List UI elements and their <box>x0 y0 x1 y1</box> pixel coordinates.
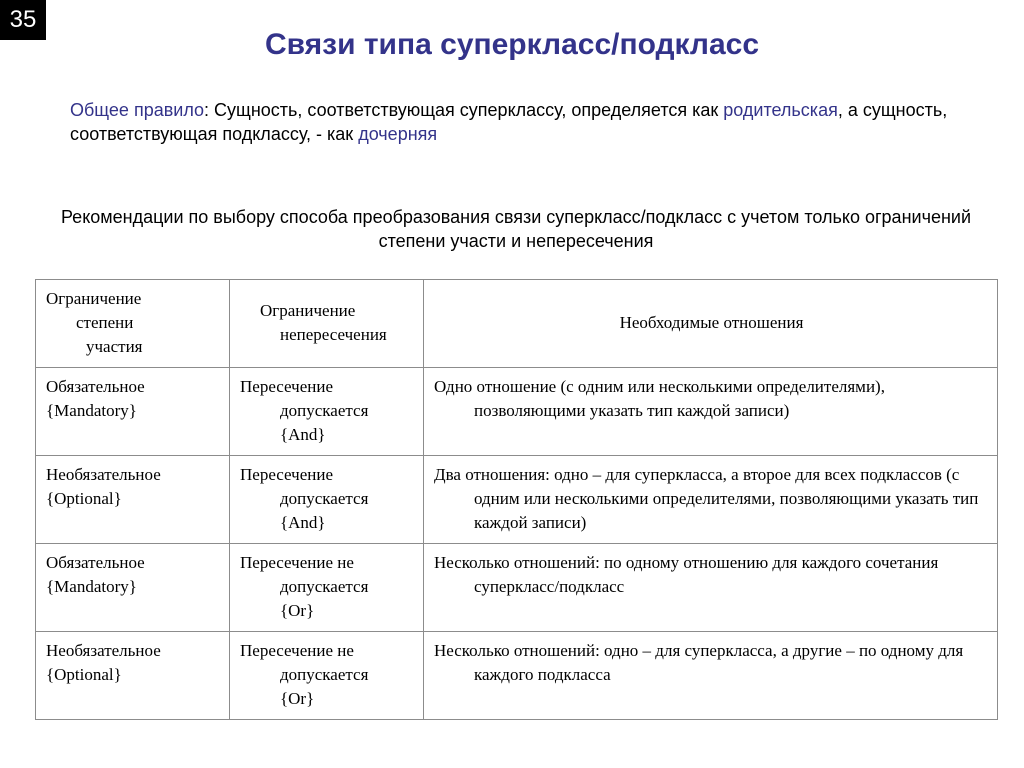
relations-text: Несколько отношений: одно – для суперкласса, а другие – по одному для каждого подкласса <box>434 641 964 684</box>
header-disjointness-line: непересечения <box>280 325 387 344</box>
cell-relations <box>424 632 998 720</box>
cell-disjointness <box>230 544 424 632</box>
disjointness-line: Пересечение <box>240 377 334 396</box>
participation-line: {Optional} <box>46 665 122 684</box>
disjointness-line: допускается <box>280 401 369 420</box>
participation-line: {Mandatory} <box>46 401 137 420</box>
disjointness-line: {And} <box>280 425 326 444</box>
cell-participation <box>36 544 230 632</box>
rule-text-1: : Сущность, соответствующая суперклассу, определяется как <box>204 100 724 120</box>
disjointness-line: {And} <box>280 513 326 532</box>
disjointness-line: Пересечение не <box>240 641 354 660</box>
participation-line: Необязательное <box>46 465 161 484</box>
rule-parent-word: родительская <box>723 100 838 120</box>
header-disjointness <box>230 280 424 368</box>
rule-text-2: , а сущность, соответствующая подклассу, - как <box>70 100 948 144</box>
relations-text: Несколько отношений: по одному отношению для каждого сочетания суперкласс/подкласс <box>434 553 939 596</box>
relations-text: Одно отношение (с одним или несколькими определителями), позволяющими указать тип каждой записи) <box>434 377 885 420</box>
header-participation-line: участия <box>86 337 143 356</box>
recommendation-heading: Рекомендации по выбору способа преобразования связи суперкласс/подкласс с учетом только ограничений степени участи и непересечения <box>60 207 972 251</box>
disjointness-line: допускается <box>280 665 369 684</box>
participation-line: {Optional} <box>46 489 122 508</box>
cell-participation <box>36 632 230 720</box>
table-row <box>36 368 998 456</box>
header-participation-line: степени <box>76 313 134 332</box>
disjointness-line: допускается <box>280 577 369 596</box>
cell-disjointness <box>230 632 424 720</box>
header-participation-line: Ограничение <box>46 289 142 308</box>
table-row <box>36 632 998 720</box>
participation-line: {Mandatory} <box>46 577 137 596</box>
general-rule <box>70 98 960 146</box>
cell-disjointness <box>230 368 424 456</box>
disjointness-line: {Or} <box>280 689 315 708</box>
header-relations-text: Необходимые отношения <box>619 313 804 332</box>
table-row <box>36 456 998 544</box>
rule-child-word: дочерняя <box>358 124 438 144</box>
header-disjointness-line: Ограничение <box>260 301 356 320</box>
disjointness-line: допускается <box>280 489 369 508</box>
transformation-table <box>35 279 998 720</box>
participation-line: Необязательное <box>46 641 161 660</box>
cell-relations <box>424 456 998 544</box>
slide-number: 35 <box>0 0 46 40</box>
participation-line: Обязательное <box>46 553 145 572</box>
disjointness-line: {Or} <box>280 601 315 620</box>
relations-text: Два отношения: одно – для суперкласса, а второе для всех подклассов (с одним или несколькими определителями, позволяющими указать тип каждой записи) <box>434 465 979 532</box>
header-relations <box>424 280 998 368</box>
cell-participation <box>36 456 230 544</box>
slide-title: Связи типа суперкласс/подкласс <box>264 28 760 61</box>
cell-participation <box>36 368 230 456</box>
participation-line: Обязательное <box>46 377 145 396</box>
disjointness-line: Пересечение не <box>240 553 354 572</box>
cell-relations <box>424 544 998 632</box>
table-row <box>36 544 998 632</box>
cell-disjointness <box>230 456 424 544</box>
table-header-row <box>36 280 998 368</box>
header-participation <box>36 280 230 368</box>
cell-relations <box>424 368 998 456</box>
disjointness-line: Пересечение <box>240 465 334 484</box>
rule-label: Общее правило <box>70 100 205 120</box>
